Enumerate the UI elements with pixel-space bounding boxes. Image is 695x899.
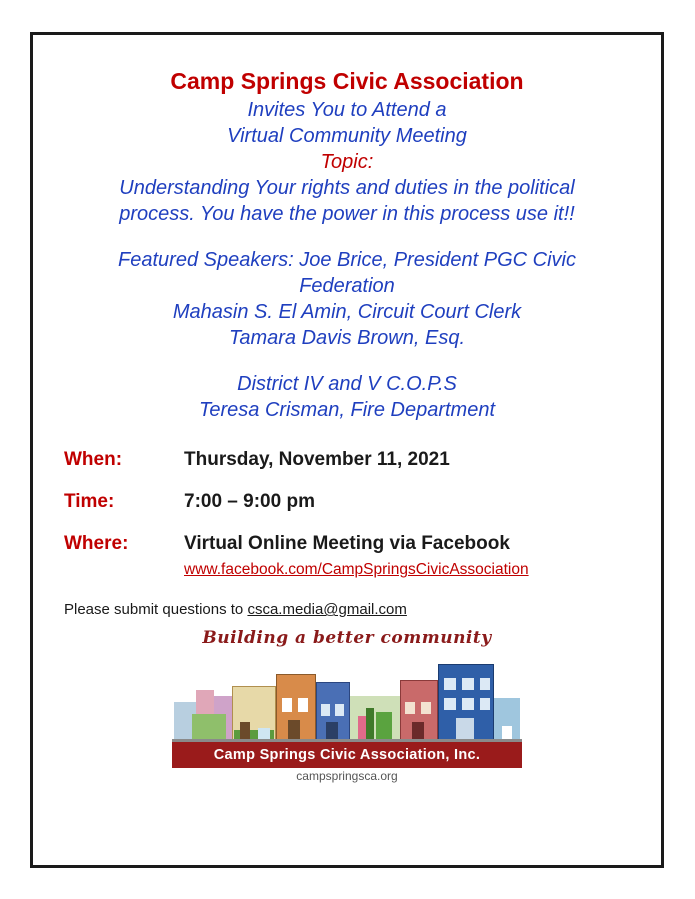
detail-row-where bbox=[64, 533, 630, 555]
detail-row-when bbox=[64, 449, 630, 471]
flyer-content bbox=[36, 38, 658, 862]
facebook-link-row bbox=[64, 561, 630, 579]
spacer bbox=[64, 227, 630, 247]
where-value: Virtual Online Meeting via Facebook bbox=[184, 533, 510, 555]
organization-title: Camp Springs Civic Association bbox=[170, 68, 524, 94]
topic-text-line-2: process. You have the power in this process use it!! bbox=[119, 203, 575, 226]
logo-banner-text: Camp Springs Civic Association, Inc. bbox=[172, 742, 522, 768]
cops-line: District IV and V C.O.P.S bbox=[237, 373, 457, 396]
association-logo bbox=[172, 628, 522, 783]
topic-text-line-1: Understanding Your rights and duties in the political bbox=[119, 177, 575, 200]
invite-line-1: Invites You to Attend a bbox=[247, 99, 447, 121]
facebook-link[interactable]: www.facebook.com/CampSpringsCivicAssociation bbox=[184, 561, 529, 579]
questions-line bbox=[64, 601, 630, 618]
when-value: Thursday, November 11, 2021 bbox=[184, 449, 450, 471]
speakers-line-3: Mahasin S. El Amin, Circuit Court Clerk bbox=[172, 301, 522, 324]
logo-tagline: Building a better community bbox=[202, 628, 492, 649]
when-label: When: bbox=[64, 449, 123, 471]
speakers-line-2: Federation bbox=[299, 275, 395, 298]
detail-row-time bbox=[64, 491, 630, 513]
spacer bbox=[64, 423, 630, 449]
questions-prefix: Please submit questions to bbox=[64, 601, 248, 619]
time-value: 7:00 – 9:00 pm bbox=[184, 491, 315, 513]
topic-label: Topic: bbox=[320, 151, 374, 174]
logo-website: campspringsca.org bbox=[296, 769, 398, 784]
spacer bbox=[64, 351, 630, 371]
time-label: Time: bbox=[64, 491, 115, 513]
cityscape-illustration bbox=[172, 650, 522, 742]
email-link[interactable]: csca.media@gmail.com bbox=[247, 601, 407, 619]
speakers-line-1: Featured Speakers: Joe Brice, President PGC Civic bbox=[118, 249, 576, 272]
speakers-line-4: Tamara Davis Brown, Esq. bbox=[228, 327, 465, 350]
invite-line-2: Virtual Community Meeting bbox=[227, 124, 467, 147]
where-label: Where: bbox=[64, 533, 129, 555]
fire-department-line: Teresa Crisman, Fire Department bbox=[198, 399, 496, 422]
